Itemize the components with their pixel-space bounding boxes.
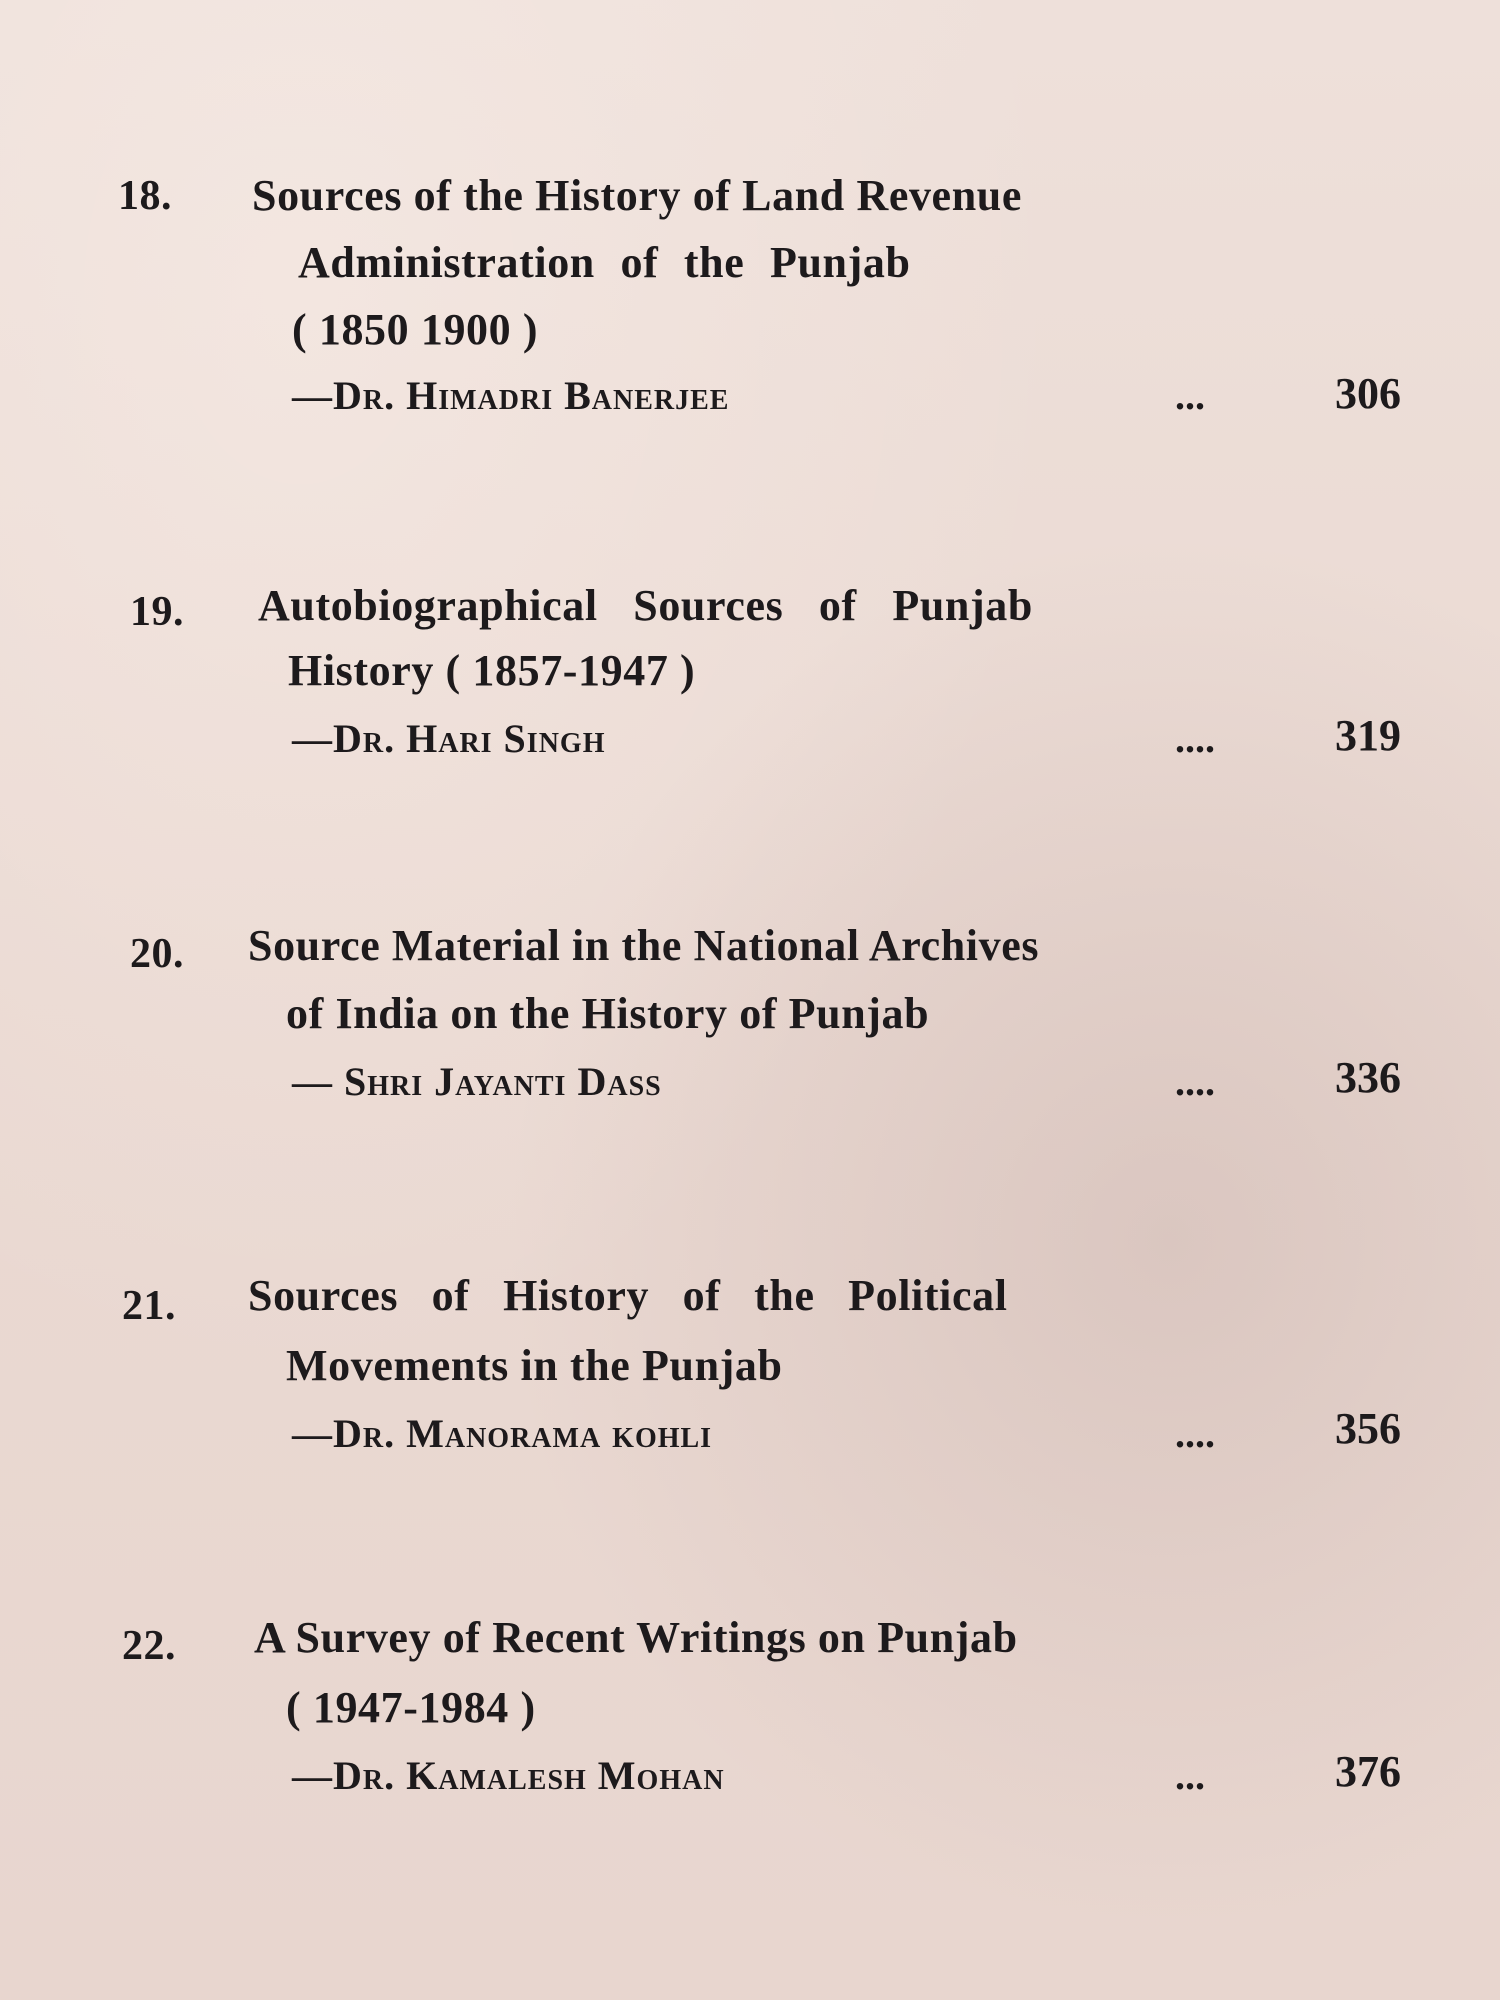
dot-leader: ....: [1175, 716, 1215, 761]
entry-title-line: A Survey of Recent Writings on Punjab: [254, 1613, 1018, 1662]
entry-title-line: Sources of History of the Political: [248, 1271, 1008, 1320]
entry-number: 20.: [130, 931, 184, 977]
page-number: 356: [1335, 1404, 1401, 1453]
dot-leader: ....: [1175, 1059, 1215, 1104]
dot-leader: ...: [1175, 373, 1205, 418]
entry-title-line: Autobiographical Sources of Punjab: [258, 581, 1033, 630]
entry-title-line: History ( 1857-1947 ): [288, 646, 696, 695]
entry-title-line: ( 1947-1984 ): [286, 1683, 536, 1732]
page-number: 336: [1335, 1053, 1401, 1102]
entry-title-line: of India on the History of Punjab: [286, 989, 930, 1038]
page-number: 306: [1335, 369, 1401, 418]
entry-number: 22.: [122, 1623, 176, 1669]
entry-author: —Dr. Hari Singh: [292, 716, 606, 761]
entry-author: —Dr. Himadri Banerjee: [292, 373, 730, 418]
entry-title-line: Administration of the Punjab: [298, 238, 911, 287]
entry-title-line: Movements in the Punjab: [286, 1341, 783, 1390]
entry-author: —Dr. Kamalesh Mohan: [292, 1753, 725, 1798]
entry-title-line: ( 1850 1900 ): [292, 305, 539, 354]
page-number: 376: [1335, 1747, 1401, 1796]
entry-number: 19.: [130, 589, 184, 635]
entry-title-line: Source Material in the National Archives: [248, 921, 1040, 970]
page-number: 319: [1335, 711, 1401, 760]
dot-leader: ...: [1175, 1753, 1205, 1798]
entry-number: 18.: [118, 173, 172, 219]
entry-number: 21.: [122, 1283, 176, 1329]
entry-author: — Shri Jayanti Dass: [292, 1059, 662, 1104]
entry-title-line: Sources of the History of Land Revenue: [252, 171, 1022, 220]
dot-leader: ....: [1175, 1411, 1215, 1456]
entry-author: —Dr. Manorama kohli: [292, 1411, 713, 1456]
